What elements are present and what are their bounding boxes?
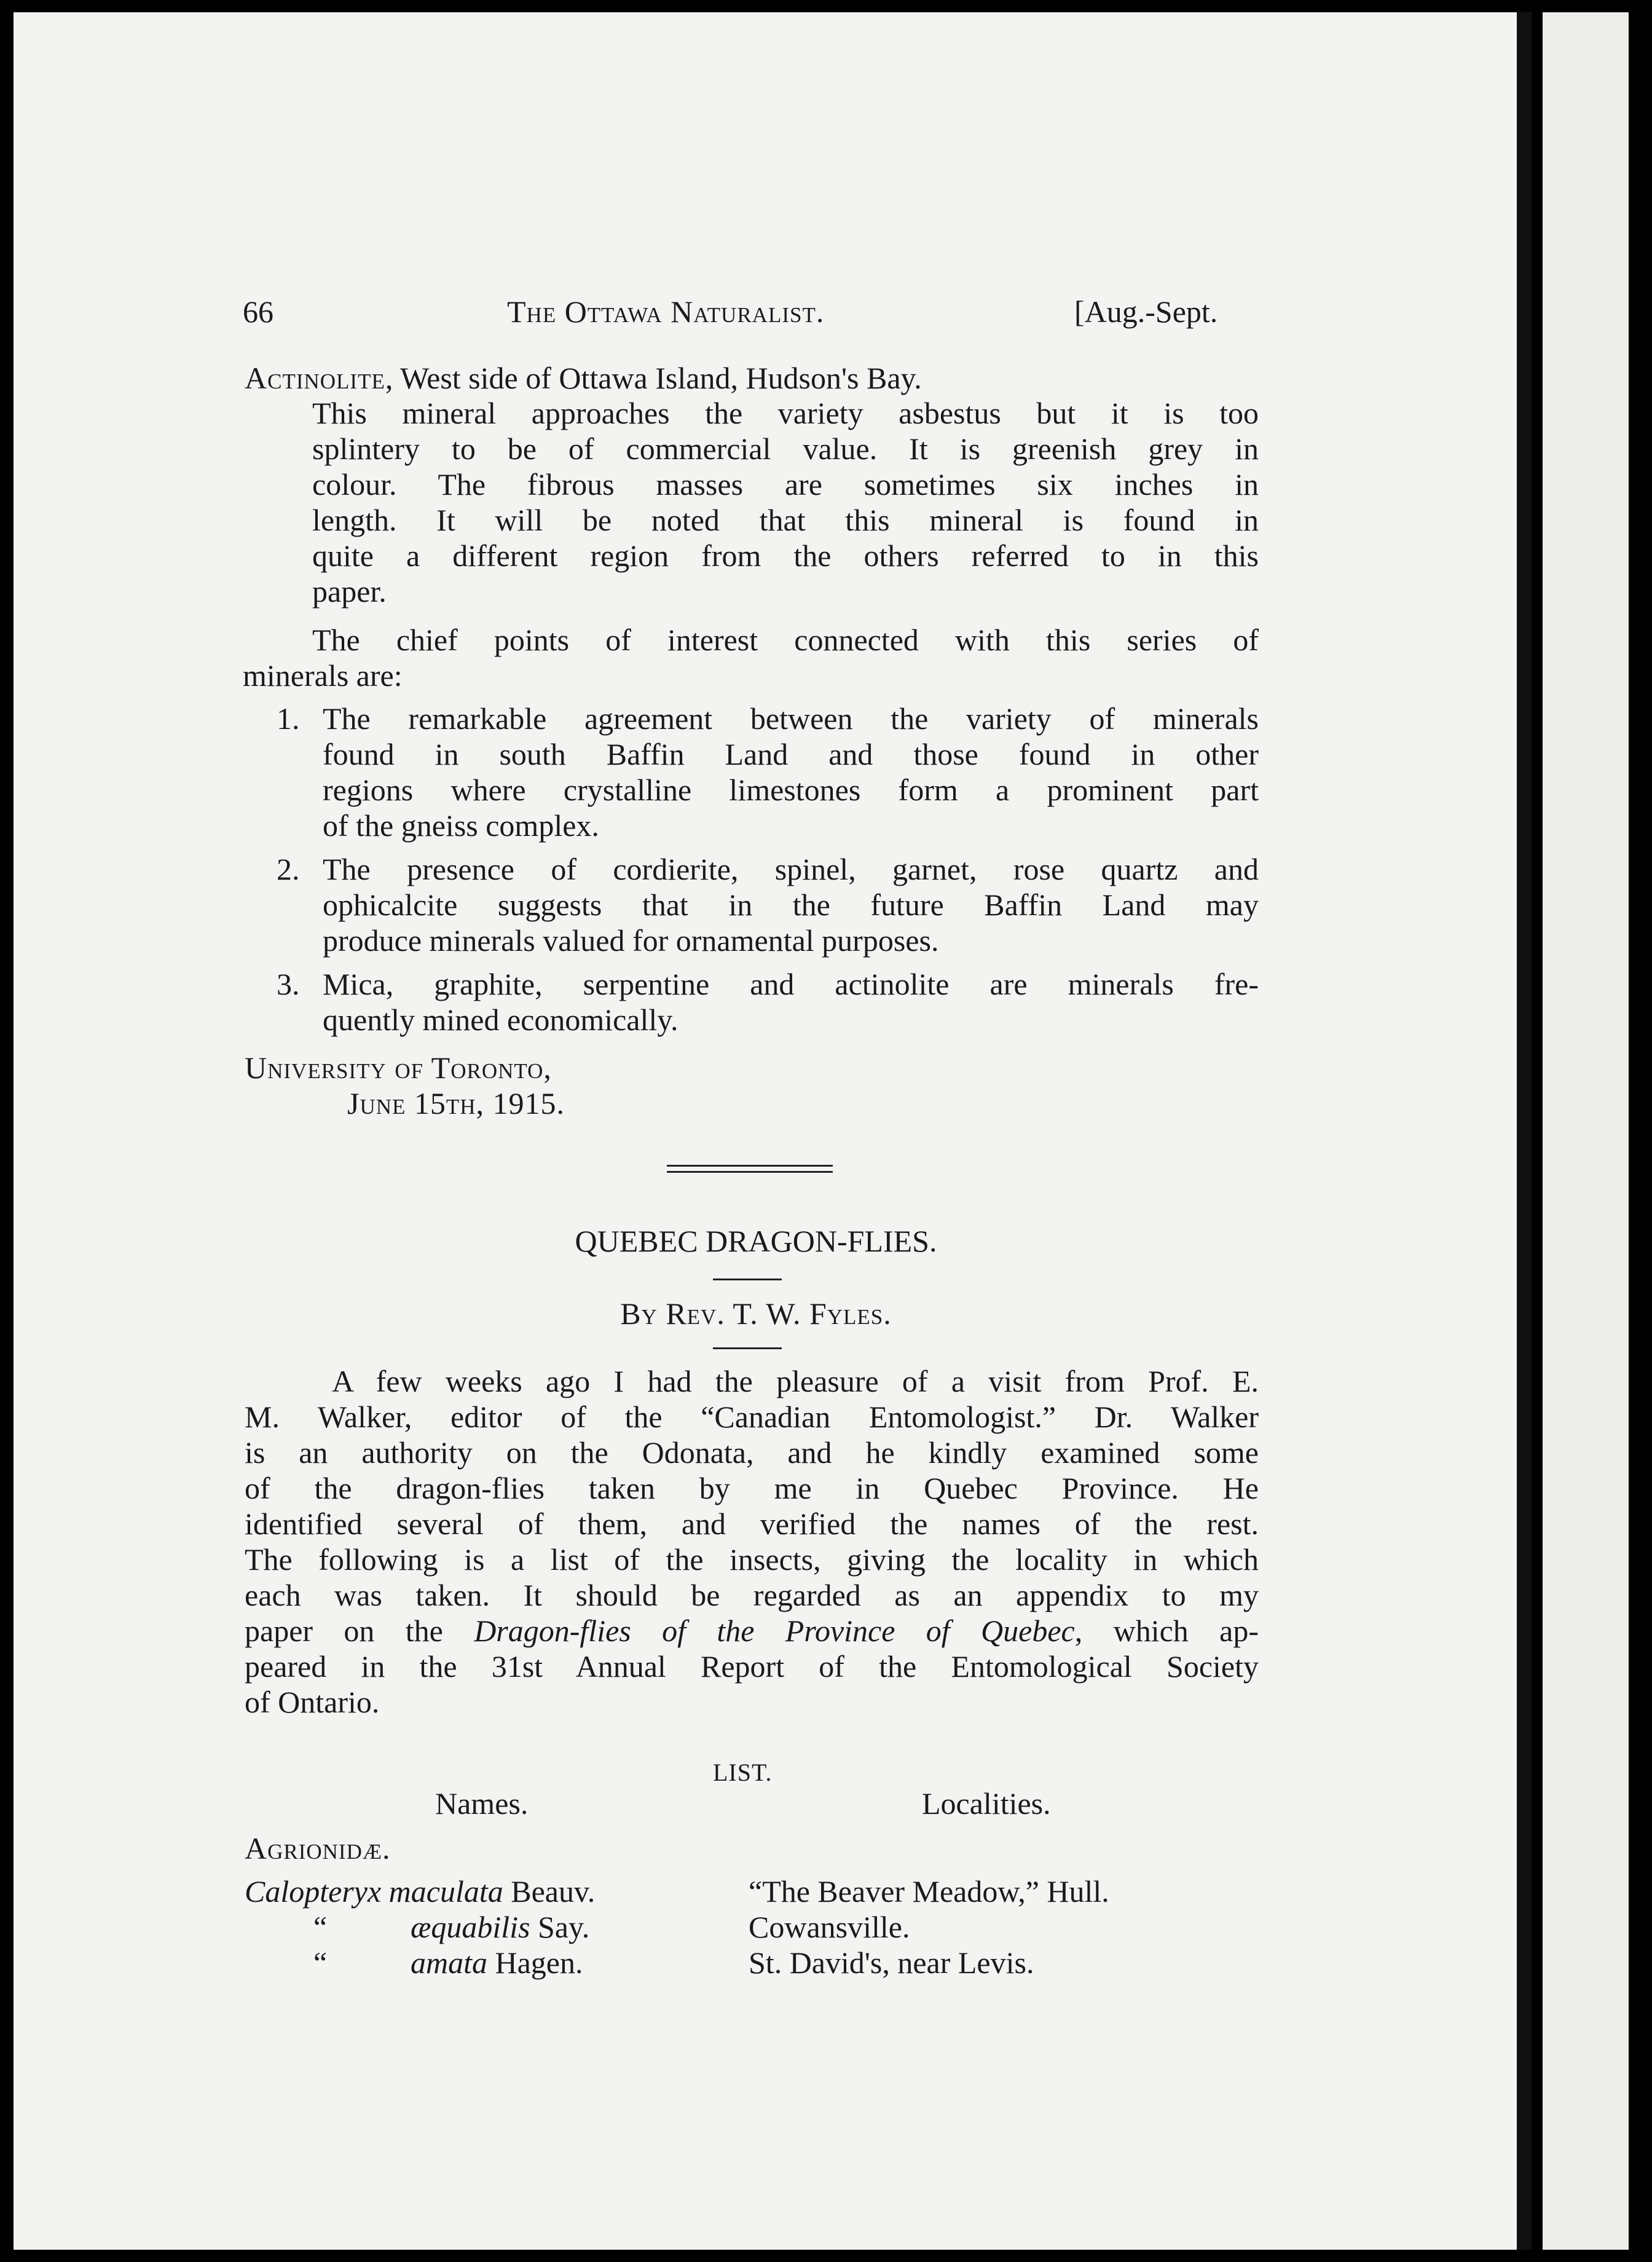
locality: Cowansville. bbox=[749, 1910, 910, 1944]
ditto-mark: “ bbox=[313, 1910, 328, 1944]
list-heading: LIST. bbox=[713, 1759, 773, 1786]
point-number: 2. bbox=[277, 852, 300, 886]
point-number: 1. bbox=[277, 701, 300, 736]
text-line: The remarkable agreement between the variety of minerals bbox=[323, 701, 1259, 736]
facing-page-edge bbox=[1543, 12, 1629, 2250]
text-line: colour. The fibrous masses are sometimes six inches in bbox=[312, 467, 1259, 502]
mineral-locality: , West side of Ottawa Island, Hudson's Bay. bbox=[385, 361, 922, 395]
article-byline: By Rev. T. W. Fyles. bbox=[620, 1296, 892, 1331]
issue-date: [Aug.-Sept. bbox=[1074, 294, 1218, 329]
ditto-mark: “ bbox=[313, 1945, 328, 1980]
mineral-name: Actinolite bbox=[245, 361, 385, 395]
text-fragment: paper on the bbox=[245, 1614, 474, 1648]
text-line: minerals are: bbox=[243, 658, 403, 693]
species-name bbox=[411, 1909, 589, 1945]
column-header-names: Names. bbox=[435, 1786, 529, 1821]
text-line: The following is a list of the insects, giving the locality in which bbox=[245, 1542, 1259, 1577]
text-line: splintery to be of commercial value. It is greenish grey in bbox=[312, 432, 1259, 466]
text-line: quite a different region from the others referred to in this bbox=[312, 538, 1259, 573]
locality: St. David's, near Levis. bbox=[749, 1945, 1034, 1980]
text-line: of the dragon-flies taken by me in Quebec Province. He bbox=[245, 1471, 1259, 1505]
text-line: is an authority on the Odonata, and he kindly examined some bbox=[245, 1435, 1259, 1470]
text-line: of the gneiss complex. bbox=[323, 808, 599, 843]
article-title: QUEBEC DRAGON-FLIES. bbox=[575, 1224, 937, 1258]
cited-paper-title: Dragon-flies of the Province of Quebec bbox=[474, 1614, 1075, 1648]
text-line: of Ontario. bbox=[245, 1685, 380, 1719]
text-line: Mica, graphite, serpentine and actinolite are minerals fre- bbox=[323, 967, 1259, 1001]
text-fragment: , which ap- bbox=[1074, 1614, 1259, 1648]
text-line: found in south Baffin Land and those found in other bbox=[323, 737, 1259, 771]
text-line: regions where crystalline limestones form a prominent part bbox=[323, 773, 1259, 807]
text-line: The presence of cordierite, spinel, garnet, rose quartz and bbox=[323, 852, 1259, 886]
text-line: paper. bbox=[312, 574, 387, 609]
genus: Calopteryx bbox=[245, 1874, 382, 1909]
text-line: M. Walker, editor of the “Canadian Entomologist.” Dr. Walker bbox=[245, 1400, 1259, 1434]
family-heading: Agrionidæ. bbox=[245, 1831, 391, 1866]
scan-border bbox=[1629, 0, 1652, 2262]
text-line: This mineral approaches the variety asbestus but it is too bbox=[312, 396, 1259, 430]
species-name bbox=[245, 1874, 595, 1909]
page-number: 66 bbox=[243, 294, 273, 329]
text-line: quently mined economically. bbox=[323, 1003, 678, 1037]
text-line: identified several of them, and verified the names of the rest. bbox=[245, 1507, 1259, 1541]
locality: “The Beaver Meadow,” Hull. bbox=[749, 1874, 1109, 1909]
byline-rule bbox=[713, 1347, 782, 1349]
actinolite-heading bbox=[245, 360, 922, 396]
text-line: produce minerals valued for ornamental purposes. bbox=[323, 923, 939, 958]
journal-title: The Ottawa Naturalist. bbox=[507, 294, 825, 329]
signoff-institution: University of Toronto, bbox=[245, 1050, 552, 1085]
species: amata bbox=[411, 1945, 487, 1980]
point-number: 3. bbox=[277, 967, 300, 1001]
text-line: A few weeks ago I had the pleasure of a visit from Prof. E. bbox=[332, 1364, 1259, 1398]
species-name bbox=[411, 1945, 583, 1980]
author: Hagen. bbox=[495, 1945, 583, 1980]
binding-shadow bbox=[1517, 12, 1532, 2250]
species: maculata bbox=[388, 1874, 503, 1909]
text-line: length. It will be noted that this mineral is found in bbox=[312, 503, 1259, 537]
text-line: each was taken. It should be regarded as an appendix to my bbox=[245, 1578, 1259, 1612]
author: Say. bbox=[537, 1910, 590, 1944]
text-line-with-italic bbox=[245, 1613, 1259, 1649]
species: æquabilis bbox=[411, 1910, 530, 1944]
text-line: peared in the 31st Annual Report of the Entomological Society bbox=[245, 1649, 1259, 1684]
text-line: ophicalcite suggests that in the future Baffin Land may bbox=[323, 888, 1259, 922]
column-header-localities: Localities. bbox=[922, 1786, 1051, 1821]
separator-rule bbox=[667, 1171, 833, 1173]
author: Beauv. bbox=[511, 1874, 596, 1909]
signoff-date: June 15th, 1915. bbox=[347, 1086, 565, 1121]
text-line: The chief points of interest connected with this series of bbox=[312, 623, 1259, 657]
title-rule bbox=[713, 1279, 782, 1280]
separator-rule bbox=[667, 1165, 833, 1167]
